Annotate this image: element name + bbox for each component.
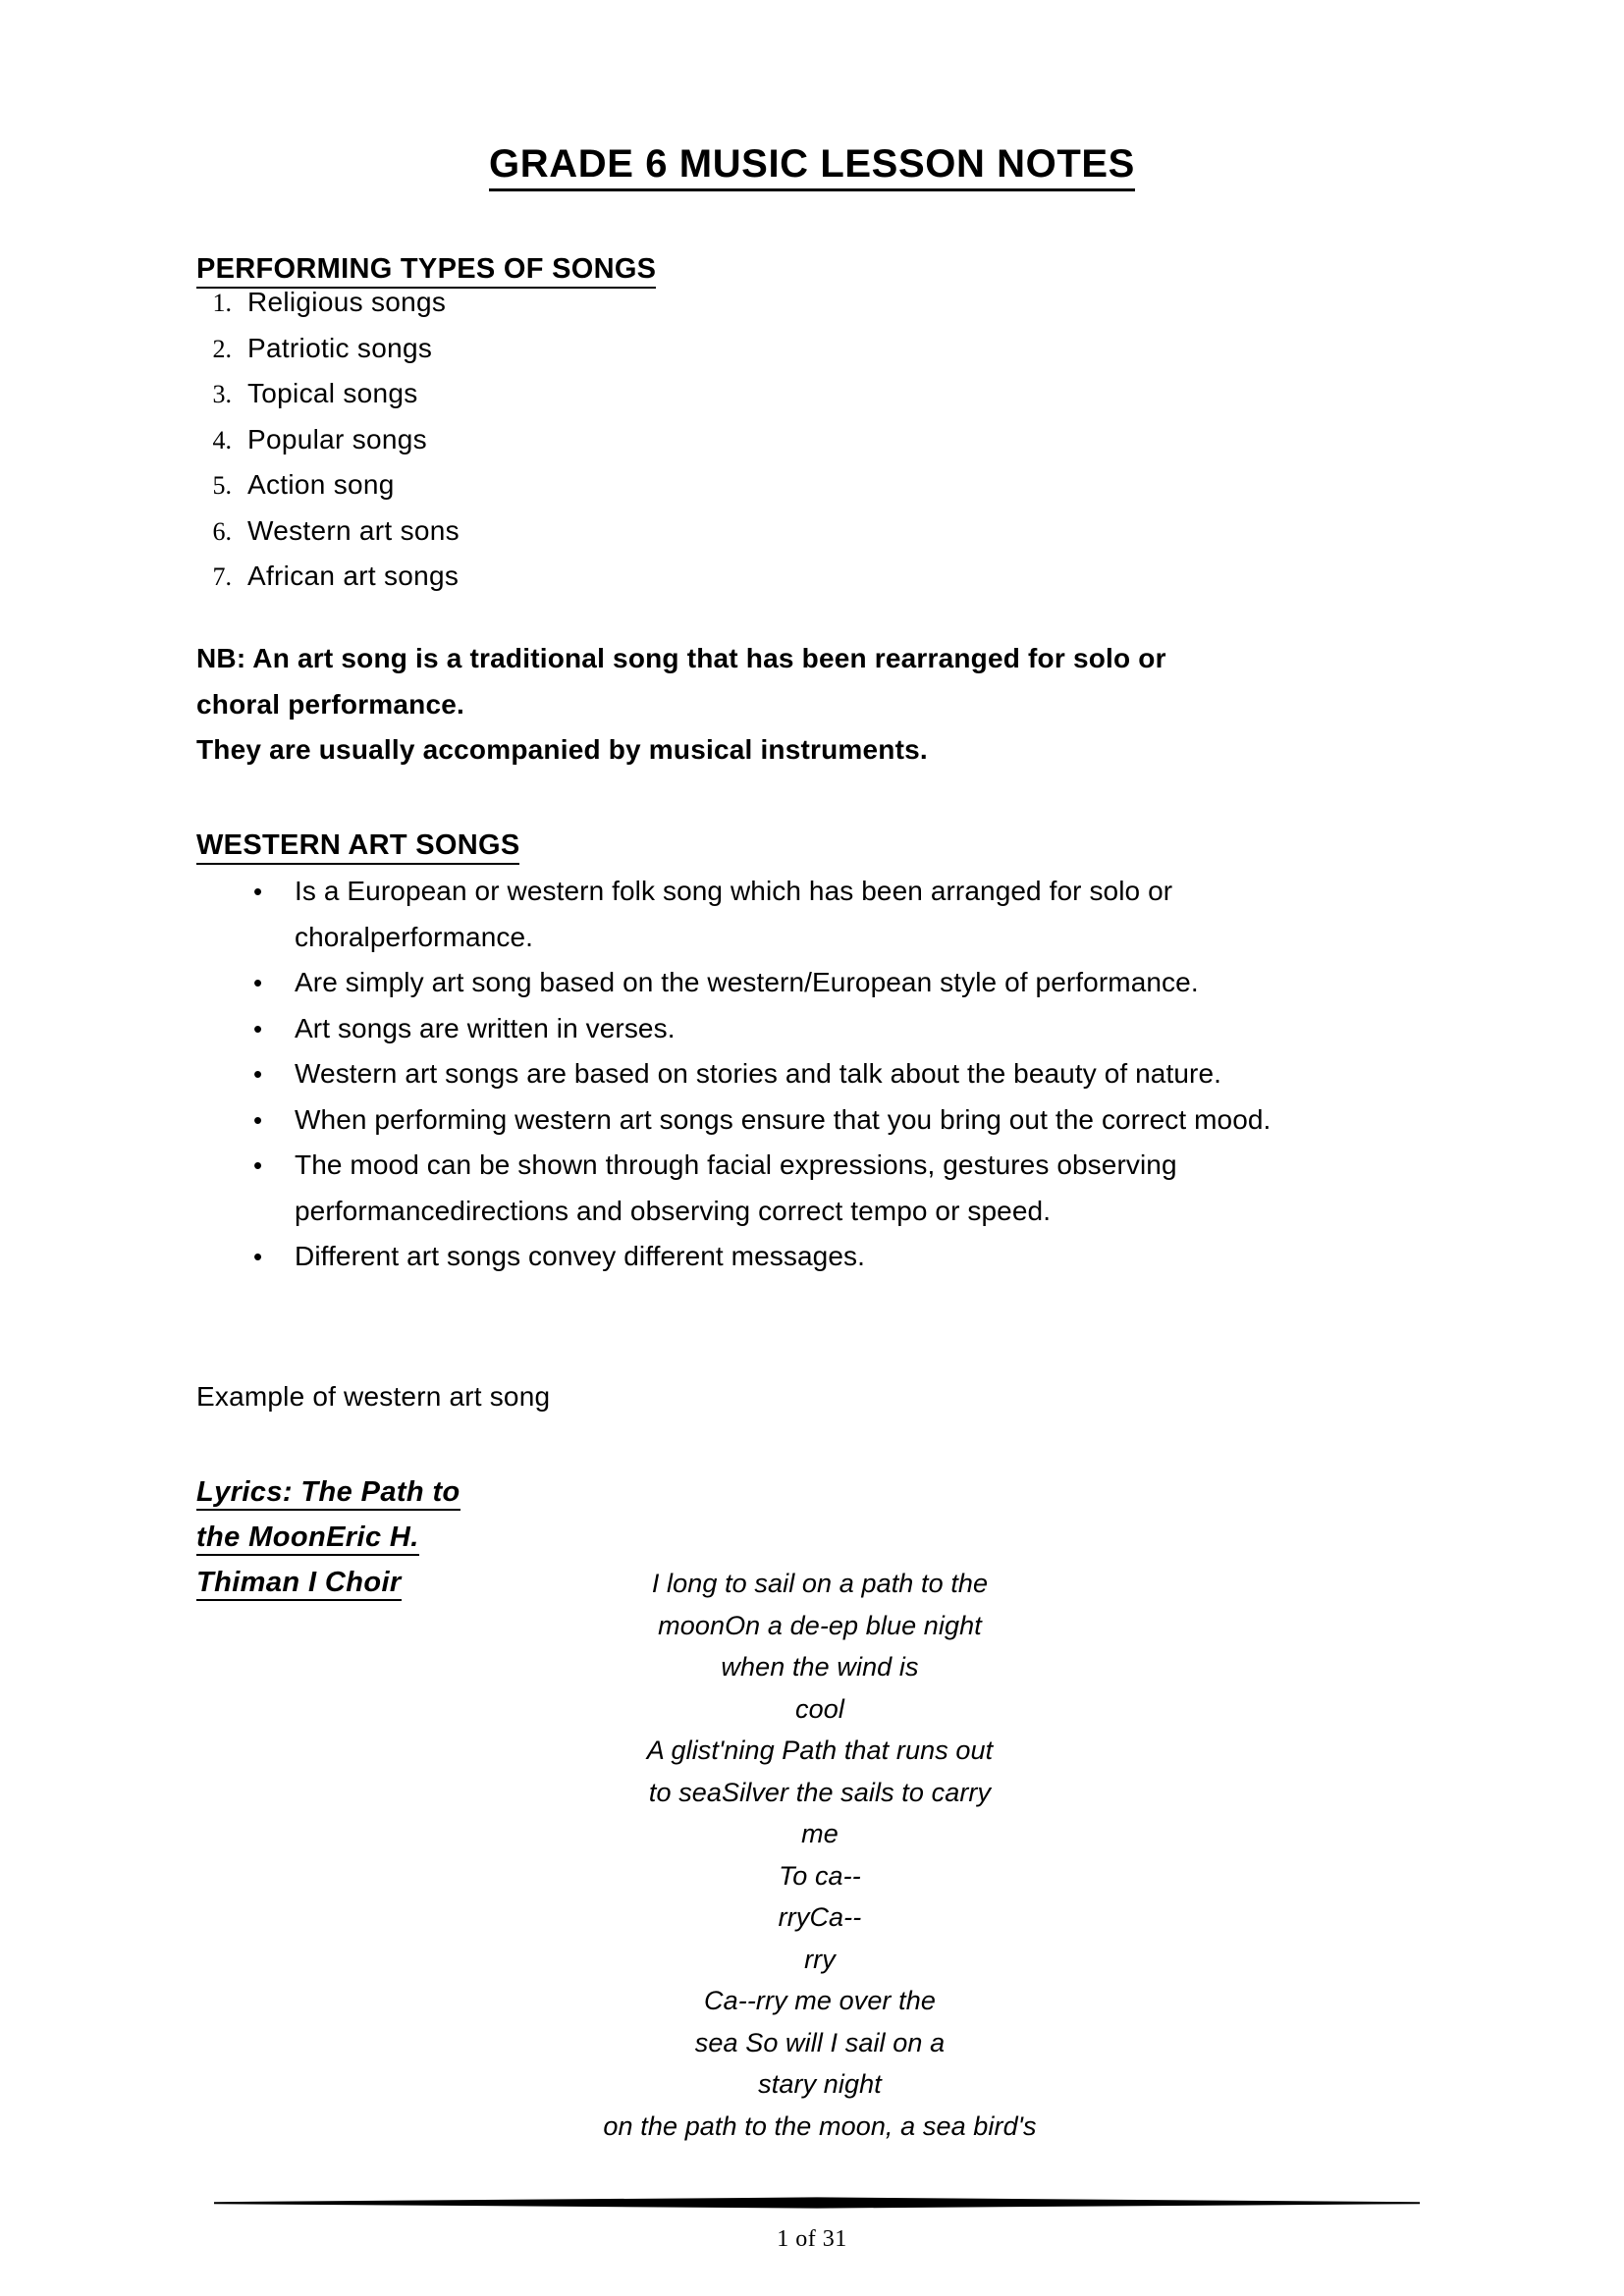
lyric-line: when the wind is xyxy=(721,1652,919,1682)
list-item-label: Religious songs xyxy=(247,287,447,317)
lyric-line: moonOn a de-ep blue night xyxy=(658,1610,982,1640)
list-item-label: Western art sons xyxy=(247,514,460,546)
list-item xyxy=(196,869,1257,960)
list-item-marker: 3. xyxy=(212,380,232,408)
lyric-line: to seaSilver the sails to carry xyxy=(648,1777,992,1807)
list-item-marker: 2. xyxy=(212,334,232,363)
lyric-line: sea So will I sail on a xyxy=(694,2027,946,2057)
lyric-line: I long to sail on a path to the xyxy=(651,1569,989,1598)
lyrics-body xyxy=(550,1563,1090,2147)
page-title xyxy=(0,142,1624,191)
list-item-label: Patriotic songs xyxy=(247,332,433,363)
list-item-marker: 7. xyxy=(212,562,232,591)
western-art-songs-bullets xyxy=(196,869,1453,1280)
list-item-label: Different art songs convey different messages. xyxy=(295,1241,865,1271)
note-line-3: They are usually accompanied by musical instruments. xyxy=(196,734,928,765)
lyric-line: on the path to the moon, a sea bird's xyxy=(603,2110,1037,2141)
list-item-label: Art songs are written in verses. xyxy=(295,1012,676,1043)
list-item-label: African art songs xyxy=(247,561,460,591)
lyric-line: me xyxy=(801,1819,839,1848)
list-item-label: Is a European or western folk song which has been arranged for solo or choralperformance. xyxy=(295,876,1173,952)
bullet-icon: • xyxy=(253,1242,263,1271)
list-item xyxy=(196,1006,1453,1052)
lyric-line: Ca--rry me over the xyxy=(704,1986,936,2015)
heading-western-art-songs xyxy=(196,829,519,865)
heading-western-art-songs-text: WESTERN ART SONGS xyxy=(196,829,519,865)
footer-divider xyxy=(214,2197,1420,2210)
list-item xyxy=(196,1051,1355,1097)
bullet-icon: • xyxy=(253,1013,263,1043)
note-paragraph xyxy=(196,636,1434,774)
lyric-line: cool xyxy=(795,1693,844,1724)
list-item xyxy=(196,469,1080,515)
bullet-icon: • xyxy=(253,877,263,906)
list-item-label: Topical songs xyxy=(247,378,418,408)
list-item-label: Popular songs xyxy=(247,423,427,454)
list-item xyxy=(196,424,1080,470)
list-item-label: Western art songs are based on stories and talk about the beauty of nature. xyxy=(295,1058,1222,1089)
list-item xyxy=(196,287,1080,333)
list-item xyxy=(196,1097,1453,1144)
lyric-line: stary night xyxy=(758,2069,882,2099)
note-line-2: choral performance. xyxy=(196,688,464,720)
list-item xyxy=(196,1234,1453,1280)
list-item xyxy=(196,960,1453,1006)
lyric-line: A glist'ning Path that runs out xyxy=(646,1735,994,1765)
bullet-icon: • xyxy=(253,968,263,997)
list-item xyxy=(196,1143,1394,1234)
list-item-label: When performing western art songs ensure that you bring out the correct mood. xyxy=(295,1103,1272,1135)
lyric-line: rryCa-- xyxy=(778,1902,862,1932)
list-item-label: Are simply art song based on the western/European style of performance. xyxy=(295,967,1199,997)
page-title-text: GRADE 6 MUSIC LESSON NOTES xyxy=(489,142,1135,191)
performing-types-list xyxy=(196,287,1080,607)
list-item-label: Action song xyxy=(247,469,395,500)
lyrics-title-main: Lyrics: The Path to the Moon xyxy=(196,1476,460,1556)
heading-performing-types xyxy=(196,253,656,289)
lyrics-title-credit: Eric H. Thiman I Choir xyxy=(196,1522,419,1601)
lyrics-heading xyxy=(196,1469,491,1605)
list-item xyxy=(196,378,1080,424)
list-item-label: The mood can be shown through facial expressions, gestures observing performancedirections and observing correct tempo or speed. xyxy=(295,1149,1177,1226)
list-item-marker: 4. xyxy=(212,425,232,454)
list-item-marker: 6. xyxy=(212,516,232,546)
bullet-icon: • xyxy=(253,1150,263,1180)
bullet-icon: • xyxy=(253,1104,263,1135)
list-item xyxy=(196,333,1080,379)
bullet-icon: • xyxy=(253,1059,263,1089)
list-item-marker: 1. xyxy=(212,289,232,317)
list-item-marker: 5. xyxy=(212,471,232,500)
example-caption: Example of western art song xyxy=(196,1381,551,1412)
lyric-line: To ca-- xyxy=(779,1860,861,1891)
note-line-1: NB: An art song is a traditional song that has been rearranged for solo or xyxy=(196,643,1166,673)
heading-performing-types-text: PERFORMING TYPES OF SONGS xyxy=(196,253,656,289)
footer-page-number: 1 of 31 xyxy=(777,2226,847,2252)
list-item xyxy=(196,515,1080,561)
lyric-line: rry xyxy=(804,1944,836,1974)
list-item xyxy=(196,561,1080,607)
